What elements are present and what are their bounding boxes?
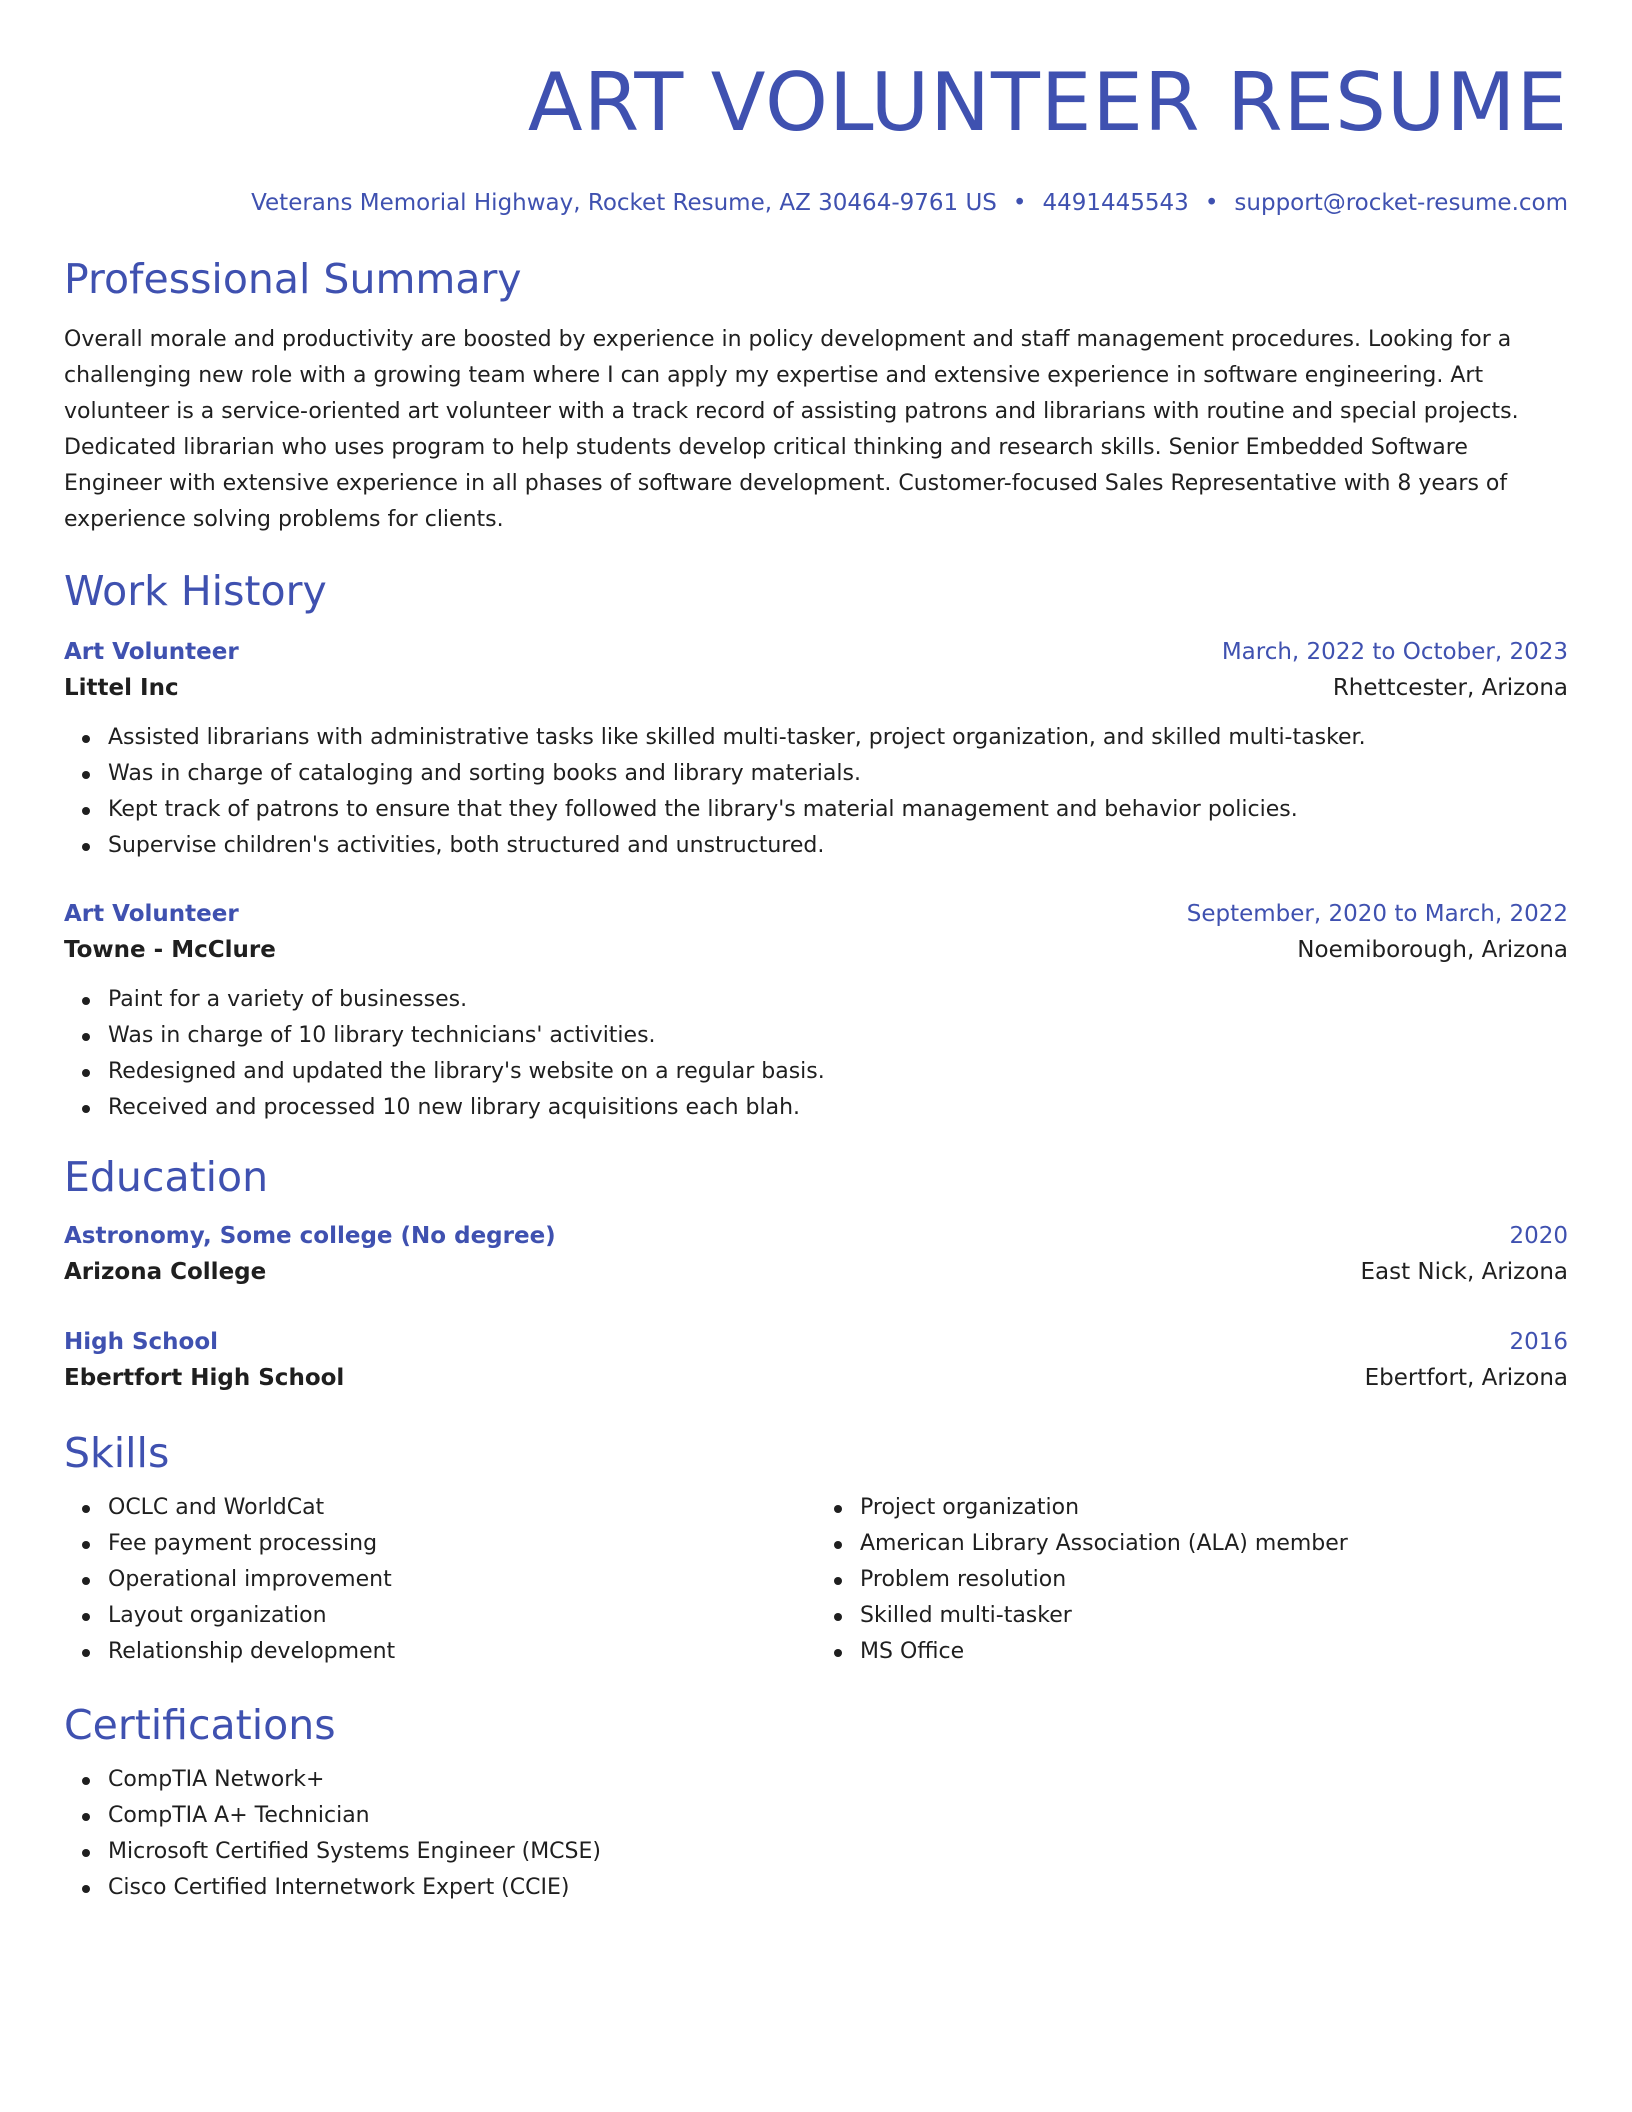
education-school-row — [64, 1252, 1568, 1292]
education-school: Ebertfort High School — [64, 1365, 345, 1391]
job-location: Rhettcester, Arizona — [1332, 675, 1568, 701]
education-header — [64, 1220, 1568, 1252]
education-degree: Astronomy, Some college (No degree) — [64, 1223, 556, 1249]
skills-list-left — [64, 1490, 816, 1670]
contact-separator: • — [1204, 190, 1219, 216]
job-role: Art Volunteer — [64, 639, 239, 665]
list-item: Skilled multi-tasker — [860, 1598, 1568, 1634]
list-item: MS Office — [860, 1634, 1568, 1670]
job-company-row — [64, 668, 1568, 708]
education-school-row — [64, 1358, 1568, 1398]
job-bullets — [64, 982, 1568, 1126]
education-entry — [64, 1326, 1568, 1398]
job-location: Noemiborough, Arizona — [1297, 937, 1568, 963]
job-role: Art Volunteer — [64, 901, 239, 927]
contact-email: support@rocket-resume.com — [1234, 190, 1568, 216]
job-dates: September, 2020 to March, 2022 — [1186, 901, 1568, 927]
list-item: American Library Association (ALA) member — [860, 1526, 1568, 1562]
education-year: 2020 — [1509, 1223, 1568, 1249]
list-item: CompTIA A+ Technician — [108, 1798, 1568, 1834]
job-entry — [64, 898, 1568, 1126]
list-item: Redesigned and updated the library's website on a regular basis. — [108, 1054, 1568, 1090]
skills-grid — [64, 1478, 1568, 1670]
list-item: Was in charge of 10 library technicians' activities. — [108, 1018, 1568, 1054]
certifications-list — [64, 1762, 1568, 1906]
education-location: Ebertfort, Arizona — [1364, 1365, 1568, 1391]
summary-heading: Professional Summary — [64, 255, 522, 303]
work-history-section — [64, 566, 1568, 1126]
job-entry — [64, 636, 1568, 864]
summary-section — [64, 254, 1568, 538]
education-heading: Education — [64, 1153, 269, 1201]
list-item: Supervise children's activities, both structured and unstructured. — [108, 828, 1568, 864]
skills-section — [64, 1428, 1568, 1670]
education-section — [64, 1152, 1568, 1398]
certifications-section — [64, 1700, 1568, 1906]
list-item: Assisted librarians with administrative tasks like skilled multi-tasker, project organization, and skilled multi-tasker. — [108, 720, 1568, 756]
list-item: CompTIA Network+ — [108, 1762, 1568, 1798]
education-degree: High School — [64, 1329, 219, 1355]
list-item: Was in charge of cataloging and sorting books and library materials. — [108, 756, 1568, 792]
skills-list-right — [816, 1490, 1568, 1670]
job-company-row — [64, 930, 1568, 970]
contact-line — [64, 188, 1568, 218]
list-item: Operational improvement — [108, 1562, 816, 1598]
job-dates: March, 2022 to October, 2023 — [1221, 639, 1568, 665]
list-item: Project organization — [860, 1490, 1568, 1526]
list-item: Paint for a variety of businesses. — [108, 982, 1568, 1018]
list-item: Kept track of patrons to ensure that they followed the library's material management and behavior policies. — [108, 792, 1568, 828]
job-header — [64, 898, 1568, 930]
education-school: Arizona College — [64, 1259, 267, 1285]
list-item: Problem resolution — [860, 1562, 1568, 1598]
education-header — [64, 1326, 1568, 1358]
education-location: East Nick, Arizona — [1360, 1259, 1568, 1285]
list-item: Microsoft Certified Systems Engineer (MCSE) — [108, 1834, 1568, 1870]
education-year: 2016 — [1509, 1329, 1568, 1355]
list-item: Received and processed 10 new library acquisitions each blah. — [108, 1090, 1568, 1126]
work-history-heading: Work History — [64, 567, 327, 615]
certifications-heading: Certifications — [64, 1701, 336, 1749]
list-item: Relationship development — [108, 1634, 816, 1670]
list-item: Cisco Certified Internetwork Expert (CCIE) — [108, 1870, 1568, 1906]
skills-heading: Skills — [64, 1429, 170, 1477]
contact-address: Veterans Memorial Highway, Rocket Resume, AZ 30464-9761 US — [251, 190, 997, 216]
contact-separator: • — [1012, 190, 1027, 216]
job-header — [64, 636, 1568, 668]
job-company: Towne - McClure — [64, 937, 276, 963]
job-company: Littel Inc — [64, 675, 179, 701]
contact-phone: 4491445543 — [1042, 190, 1189, 216]
list-item: OCLC and WorldCat — [108, 1490, 816, 1526]
job-bullets — [64, 720, 1568, 864]
education-entry — [64, 1220, 1568, 1292]
list-item: Fee payment processing — [108, 1526, 816, 1562]
list-item: Layout organization — [108, 1598, 816, 1634]
summary-text: Overall morale and productivity are boosted by experience in policy development and staff management procedures. Looking for a challenging new role with a growing team where I can apply my expertise and extensive experience in software engineering. Art volunteer is a service-oriented art volunteer with a track record of assisting patrons and librarians with routine and special projects. Dedicated librarian who uses program to help students develop critical thinking and research skills. Senior Embedded Software Engineer with extensive experience in all phases of software development. Customer-focused Sales Representative with 8 years of experience solving problems for clients. — [64, 327, 1519, 532]
resume-title: ART VOLUNTEER RESUME — [527, 56, 1568, 149]
